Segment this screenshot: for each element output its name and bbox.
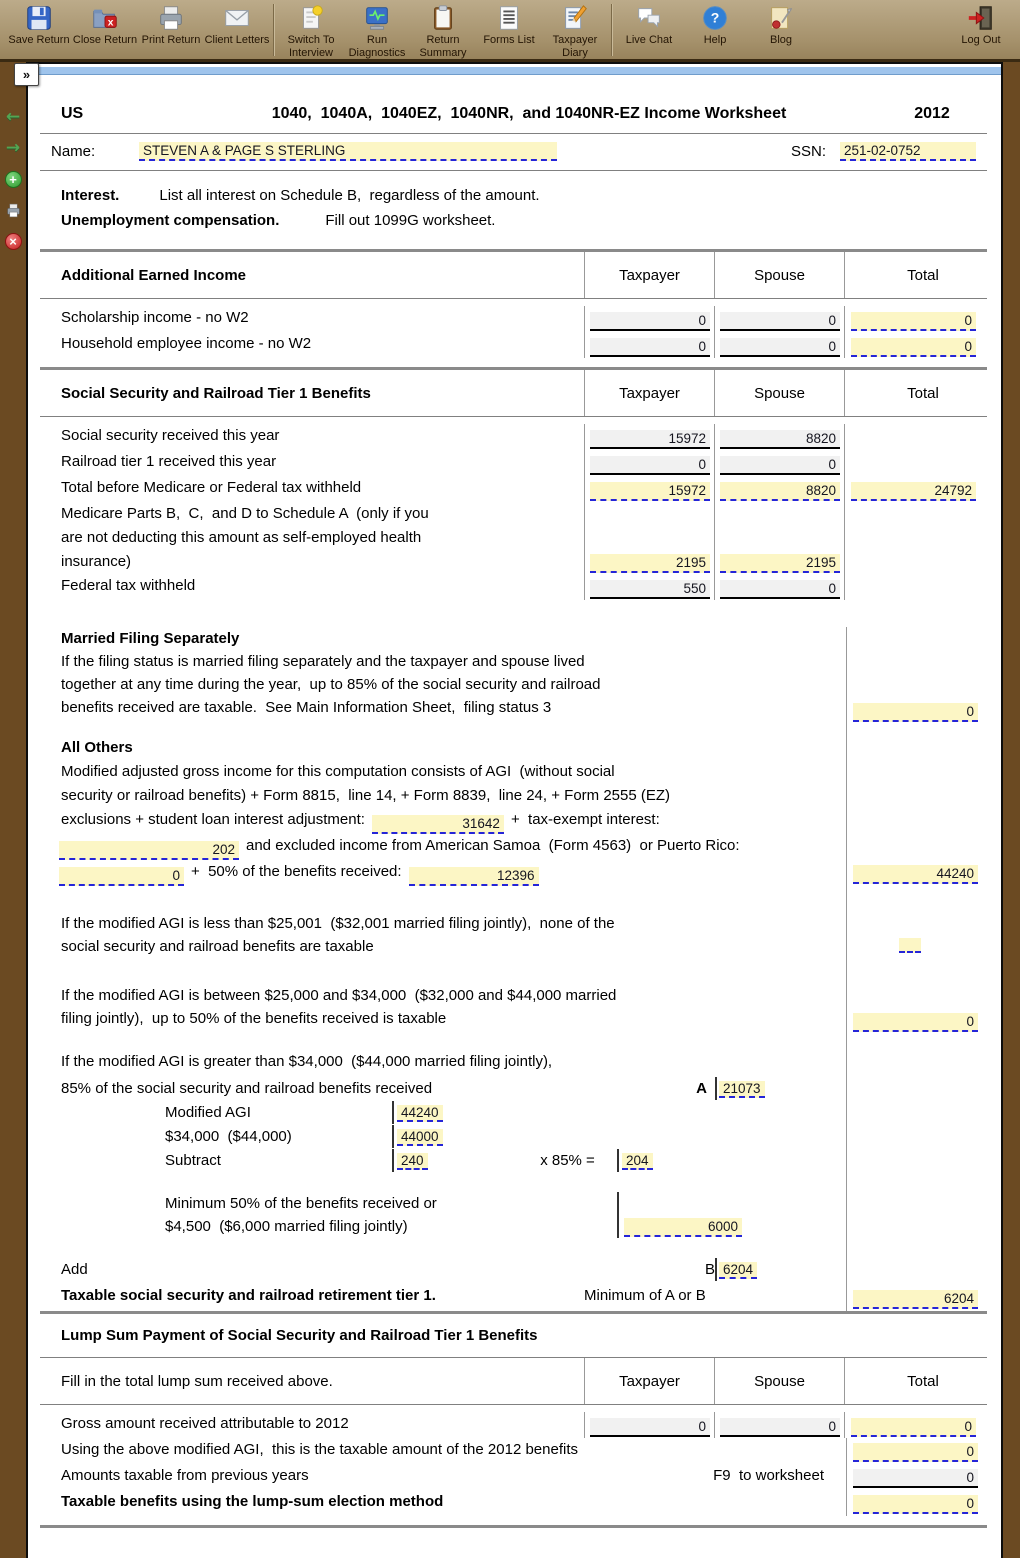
paragraph-line: If the modified AGI is less than $25,001 ($32,001 married filing jointly), none of the (61, 915, 615, 932)
section-title: Social Security and Railroad Tier 1 Benefits (61, 384, 371, 402)
expand-panel-button[interactable]: » (14, 63, 39, 86)
toolbar-label: Run Diagnostics (348, 34, 406, 59)
row-label: Modified AGI (165, 1104, 251, 1121)
section-title: Additional Earned Income (61, 266, 247, 284)
half-benefits-field[interactable]: 12396 (409, 867, 539, 886)
row-label: Amounts taxable from previous years (61, 1467, 309, 1484)
taxpayer-column-header: Taxpayer (584, 1358, 714, 1404)
help-button[interactable] (682, 2, 748, 47)
table-row (28, 450, 1001, 476)
client-letters-button[interactable] (204, 2, 270, 47)
minimum-ab-label: Minimum of A or B (584, 1287, 706, 1304)
return-summary-button[interactable] (410, 2, 476, 60)
identity-row (28, 134, 1001, 170)
table-row (28, 332, 1001, 358)
worksheet-panel (26, 62, 1003, 1558)
income-worksheet (28, 75, 1001, 1528)
spouse-column-header: Spouse (714, 370, 844, 416)
close-return-button[interactable] (72, 2, 138, 47)
toolbar-label: Save Return (8, 34, 70, 46)
toolbar-label: Switch To Interview (287, 34, 335, 59)
toolbar-label: Return Summary (419, 34, 467, 59)
paragraph-line: benefits received are taxable. See Main Information Sheet, filing status 3 (61, 699, 552, 716)
row-label: Railroad tier 1 received this year (61, 453, 277, 470)
tax-year-label: 2012 (914, 105, 950, 122)
logout-door-icon (966, 3, 996, 33)
all-others-section (28, 724, 1001, 886)
table-row (28, 1464, 1001, 1490)
paragraph-line: social security and railroad benefits are taxable (61, 938, 374, 955)
page-title: 1040, 1040A, 1040EZ, 1040NR, and 1040NR-EZ Income Worksheet (271, 105, 787, 122)
switch-to-interview-button[interactable] (278, 2, 344, 60)
total-field[interactable]: 0 (851, 1418, 976, 1437)
envelope-icon (222, 3, 252, 33)
table-row (28, 476, 1001, 502)
delete-form-icon[interactable]: × (2, 228, 24, 254)
forms-list-button[interactable] (476, 2, 542, 47)
interest-text: List all interest on Schedule B, regardless of the amount. (159, 187, 540, 204)
left-icon-rail (0, 62, 26, 1558)
toolbar-label: Live Chat (625, 34, 673, 46)
intro-notes (28, 171, 1001, 249)
excluded-income-field[interactable]: 0 (59, 867, 184, 886)
row-label: Scholarship income - no W2 (61, 309, 249, 326)
interest-label: Interest. (61, 187, 120, 204)
row-label: Taxable benefits using the lump-sum election method (61, 1493, 444, 1510)
lump-sum-header (28, 1358, 1001, 1404)
taxpayer-field[interactable]: 15972 (590, 482, 710, 501)
blog-scroll-icon (766, 3, 796, 33)
none-taxable-field[interactable] (899, 938, 921, 953)
lump-sum-title: Lump Sum Payment of Social Security and Railroad Tier 1 Benefits (61, 1327, 538, 1344)
spouse-field[interactable]: 0 (720, 312, 840, 331)
taxpayer-field[interactable]: 15972 (590, 430, 710, 449)
save-icon (24, 3, 54, 33)
jurisdiction-label: US (61, 105, 84, 122)
subsection-title: All Others (61, 739, 133, 756)
paragraph-line: 0 + 50% of the benefits received: 12396 (59, 860, 846, 886)
paragraph-line: If the filing status is married filing separately and the taxpayer and spouse lived (61, 653, 585, 670)
spouse-field[interactable]: 8820 (720, 482, 840, 501)
taxpayer-column-header: Taxpayer (584, 252, 714, 298)
taxpayer-field[interactable]: 0 (590, 312, 710, 331)
total-field[interactable]: 0 (851, 338, 976, 357)
modified-agi-total-field[interactable]: 44240 (853, 865, 978, 884)
toolbar-separator (611, 4, 613, 56)
toolbar-label: Print Return (141, 34, 201, 46)
married-filing-separately-section (28, 609, 1001, 724)
top-toolbar (0, 0, 1020, 62)
toolbar-label: Client Letters (204, 34, 270, 46)
add-label: Add (61, 1261, 88, 1278)
print-return-button[interactable] (138, 2, 204, 47)
table-row (28, 306, 1001, 332)
taxpayer-field[interactable]: 0 (590, 338, 710, 357)
toolbar-separator (273, 4, 275, 56)
b-amount-field[interactable]: 6204 (719, 1262, 757, 1279)
print-page-icon[interactable] (2, 197, 24, 223)
taxpayer-field[interactable]: 0 (590, 1418, 710, 1437)
total-field[interactable]: 0 (853, 1469, 978, 1488)
subsection-title: Married Filing Separately (61, 630, 240, 647)
paragraph-line: If the modified AGI is between $25,000 and $34,000 ($32,000 and $44,000 married (61, 987, 617, 1004)
tax-exempt-field[interactable]: 202 (59, 841, 239, 860)
row-label: $34,000 ($44,000) (165, 1128, 292, 1145)
table-row-medicare (28, 502, 1001, 574)
toolbar-label: Blog (769, 34, 793, 46)
row-label: Federal tax withheld (61, 577, 196, 594)
a-amount-field[interactable]: 21073 (719, 1081, 765, 1098)
ssn-field[interactable]: 251-02-0752 (840, 142, 976, 161)
taxable-ss-label: Taxable social security and railroad retirement tier 1. (61, 1287, 436, 1304)
taxpayer-field[interactable]: 550 (590, 580, 710, 599)
form-header (28, 75, 1001, 133)
paragraph-line: security or railroad benefits) + Form 8815, line 14, + Form 8839, line 24, + Form 2555 (EZ) (61, 787, 671, 804)
taxpayer-field[interactable]: 2195 (590, 554, 710, 573)
table-row (28, 1490, 1001, 1516)
total-field[interactable]: 0 (853, 1443, 978, 1462)
modified-agi-field[interactable]: 44240 (397, 1105, 443, 1122)
total-field[interactable]: 0 (851, 312, 976, 331)
taxpayer-diary-button[interactable] (542, 2, 608, 60)
paragraph-line: Modified adjusted gross income for this computation consists of AGI (without social (61, 763, 615, 780)
diary-pencil-icon (560, 3, 590, 33)
unemployment-label: Unemployment compensation. (61, 212, 280, 229)
total-field[interactable]: 0 (853, 1495, 978, 1514)
social-security-rows (28, 417, 1001, 609)
ssn-label: SSN: (790, 143, 826, 160)
row-label: Gross amount received attributable to 2012 (61, 1415, 349, 1432)
row-label: Medicare Parts B, C, and D to Schedule A (only if you (61, 505, 429, 522)
spouse-field[interactable]: 0 (720, 338, 840, 357)
spouse-column-header: Spouse (714, 1358, 844, 1404)
paragraph-line: exclusions + student loan interest adjustment: 31642 + tax-exempt interest: (61, 808, 846, 834)
paragraph-line: 85% of the social security and railroad benefits received (61, 1080, 433, 1097)
additional-earned-income-rows (28, 299, 1001, 367)
toolbar-label: Help (703, 34, 727, 46)
diagnostics-monitor-icon (362, 3, 392, 33)
spouse-column-header: Spouse (714, 252, 844, 298)
add-form-icon[interactable]: + (2, 166, 24, 192)
spouse-field[interactable]: 2195 (720, 554, 840, 573)
log-out-button[interactable] (948, 2, 1014, 47)
forward-arrow-icon[interactable]: → (5, 138, 21, 158)
table-row (28, 574, 1001, 600)
live-chat-button[interactable] (616, 2, 682, 47)
row-label: Social security received this year (61, 427, 280, 444)
row-label: are not deducting this amount as self-employed health (61, 529, 422, 546)
mfs-total-field[interactable]: 0 (853, 703, 978, 722)
total-column-header: Total (844, 370, 1001, 416)
total-column-header: Total (844, 1358, 1001, 1404)
agi-under-section (28, 886, 1001, 962)
agi-between-section (28, 962, 1001, 1034)
row-label: Using the above modified AGI, this is the taxable amount of the 2012 benefits (61, 1441, 578, 1458)
spouse-field[interactable]: 0 (720, 580, 840, 599)
clipboard-icon (428, 3, 458, 33)
forms-list-icon (494, 3, 524, 33)
row-label: Subtract (165, 1152, 221, 1169)
f9-worksheet-hint: F9 to worksheet (713, 1467, 824, 1484)
svg-text:?: ? (710, 9, 720, 26)
table-row (28, 1438, 1001, 1464)
paragraph-line: together at any time during the year, up to 85% of the social security and railroad (61, 676, 601, 693)
run-diagnostics-button[interactable] (344, 2, 410, 60)
spouse-field[interactable]: 0 (720, 1418, 840, 1437)
name-field[interactable]: STEVEN A & PAGE S STERLING (139, 142, 557, 161)
help-icon (700, 3, 730, 33)
back-arrow-icon[interactable]: ← (5, 107, 21, 127)
paragraph-line: 202 and excluded income from American Samoa (Form 4563) or Puerto Rico: (59, 834, 846, 860)
row-label: Minimum 50% of the benefits received or (165, 1195, 437, 1212)
lump-sum-rows (28, 1405, 1001, 1525)
multiply-label: x 85% = (540, 1152, 595, 1169)
main-area (0, 62, 1020, 1558)
a-label: A (696, 1080, 707, 1097)
section-divider (40, 1525, 987, 1528)
threshold-field[interactable]: 44000 (397, 1129, 443, 1146)
agi-over-section (28, 1034, 1001, 1311)
unemployment-text: Fill out 1099G worksheet. (325, 212, 496, 229)
spouse-field[interactable]: 8820 (720, 430, 840, 449)
fill-lump-sum-label: Fill in the total lump sum received above. (61, 1372, 333, 1390)
total-field[interactable]: 24792 (851, 482, 976, 501)
toolbar-label: Log Out (961, 34, 1001, 46)
interview-page-icon (296, 3, 326, 33)
total-column-header: Total (844, 252, 1001, 298)
paragraph-line: If the modified AGI is greater than $34,000 ($44,000 married filing jointly), (61, 1053, 553, 1070)
minimum-benefits-field[interactable]: 6000 (624, 1218, 742, 1237)
b-label: B (704, 1261, 715, 1278)
taxpayer-column-header: Taxpayer (584, 370, 714, 416)
row-label: insurance) (61, 553, 132, 570)
row-label: Household employee income - no W2 (61, 335, 312, 352)
product-field[interactable]: 204 (622, 1153, 653, 1170)
row-label: Total before Medicare or Federal tax withheld (61, 479, 362, 496)
taxpayer-field[interactable]: 0 (590, 456, 710, 475)
social-security-header (28, 370, 1001, 416)
table-row (28, 1412, 1001, 1438)
chat-bubbles-icon (634, 3, 664, 33)
toolbar-label: Taxpayer Diary (552, 34, 598, 59)
agi-adjustment-field[interactable]: 31642 (372, 815, 504, 834)
spouse-field[interactable]: 0 (720, 456, 840, 475)
svg-text:x: x (107, 17, 114, 29)
fifty-percent-taxable-field[interactable]: 0 (853, 1013, 978, 1032)
taxable-ss-total-field[interactable]: 6204 (853, 1290, 978, 1309)
close-return-icon (90, 3, 120, 33)
save-return-button[interactable] (6, 2, 72, 47)
name-label: Name: (51, 143, 96, 160)
subtract-field[interactable]: 240 (397, 1153, 428, 1170)
blog-button[interactable] (748, 2, 814, 47)
toolbar-label: Close Return (72, 34, 138, 46)
additional-earned-income-header (28, 252, 1001, 298)
form-top-bar (28, 67, 1001, 75)
printer-icon (156, 3, 186, 33)
table-row (28, 424, 1001, 450)
paragraph-line: filing jointly), up to 50% of the benefits received is taxable (61, 1010, 447, 1027)
toolbar-label: Forms List (483, 34, 535, 46)
row-label: $4,500 ($6,000 married filing jointly) (165, 1218, 408, 1235)
